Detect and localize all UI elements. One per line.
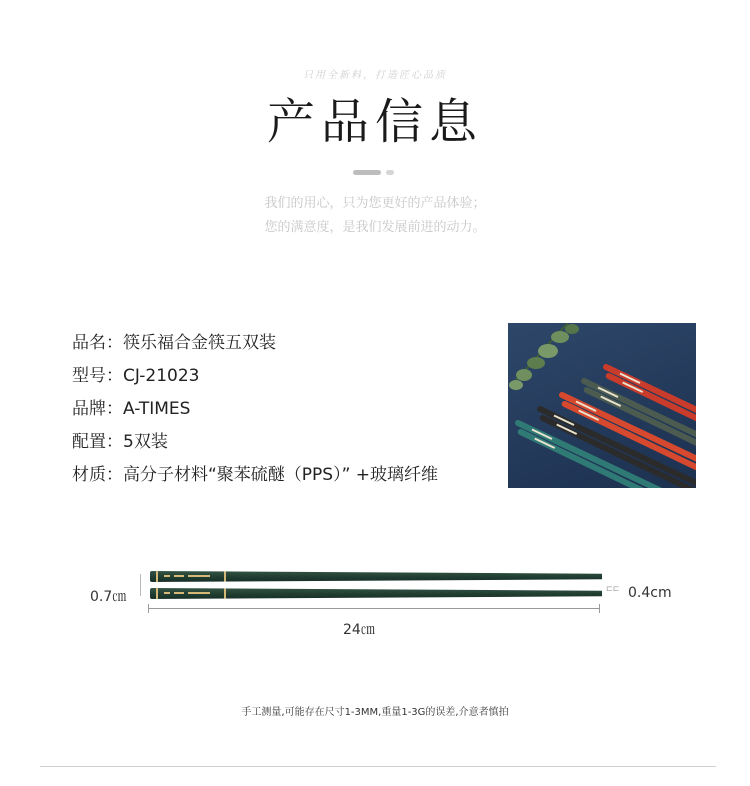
spec-value: CJ-21023: [123, 366, 200, 386]
subtitle-line-1: 我们的用心，只为您更好的产品体验；: [264, 196, 486, 211]
spec-label: 型号：: [72, 366, 123, 386]
spec-label: 配置：: [72, 432, 123, 452]
length-line-start: [148, 604, 149, 613]
spec-label: 材质：: [72, 465, 123, 485]
spec-value: 高分子材料“聚苯硫醚（PPS）” +玻璃纤维: [123, 465, 439, 485]
length-line-end: [599, 604, 600, 613]
tagline: 只用全新料，打造匠心品质: [303, 70, 447, 81]
spec-label: 品牌：: [72, 399, 123, 419]
dimension-diagram: [0, 562, 750, 642]
spec-row-model: [72, 361, 438, 394]
bottom-divider: [40, 766, 716, 767]
spec-row-brand: [72, 394, 438, 427]
product-photo-illustration: [508, 323, 696, 488]
chopstick-bottom: [150, 588, 602, 599]
eucalyptus-leaves: [509, 323, 579, 390]
spec-value: 5双装: [123, 432, 168, 452]
spec-value: 筷乐福合金筷五双装: [123, 333, 276, 353]
measurement-note: 手工测量,可能存在尺寸1-3MM,重量1-3G的误差,介意者慎拍: [241, 707, 509, 718]
length-dimension: 24㎝: [343, 622, 375, 638]
thick-end-dimension: 0.7㎝: [90, 589, 127, 605]
length-line: [148, 608, 600, 609]
subtitle-line-2: 您的满意度，是我们发展前进的动力。: [264, 220, 486, 235]
spec-value: A-TIMES: [123, 399, 191, 419]
page-title: 产品信息: [266, 94, 483, 150]
spec-label: 品名：: [72, 333, 123, 353]
thick-end-marker: [140, 574, 141, 596]
spec-row-name: [72, 328, 438, 361]
spec-row-config: [72, 427, 438, 460]
spec-list: [72, 328, 438, 493]
tip-dimension: 0.4cm: [628, 585, 672, 601]
spec-row-material: [72, 460, 438, 493]
product-photo: [508, 323, 696, 488]
tip-marker: ⊏⊏: [606, 584, 620, 593]
chopstick-top: [150, 571, 602, 582]
subtitle: [0, 192, 750, 240]
